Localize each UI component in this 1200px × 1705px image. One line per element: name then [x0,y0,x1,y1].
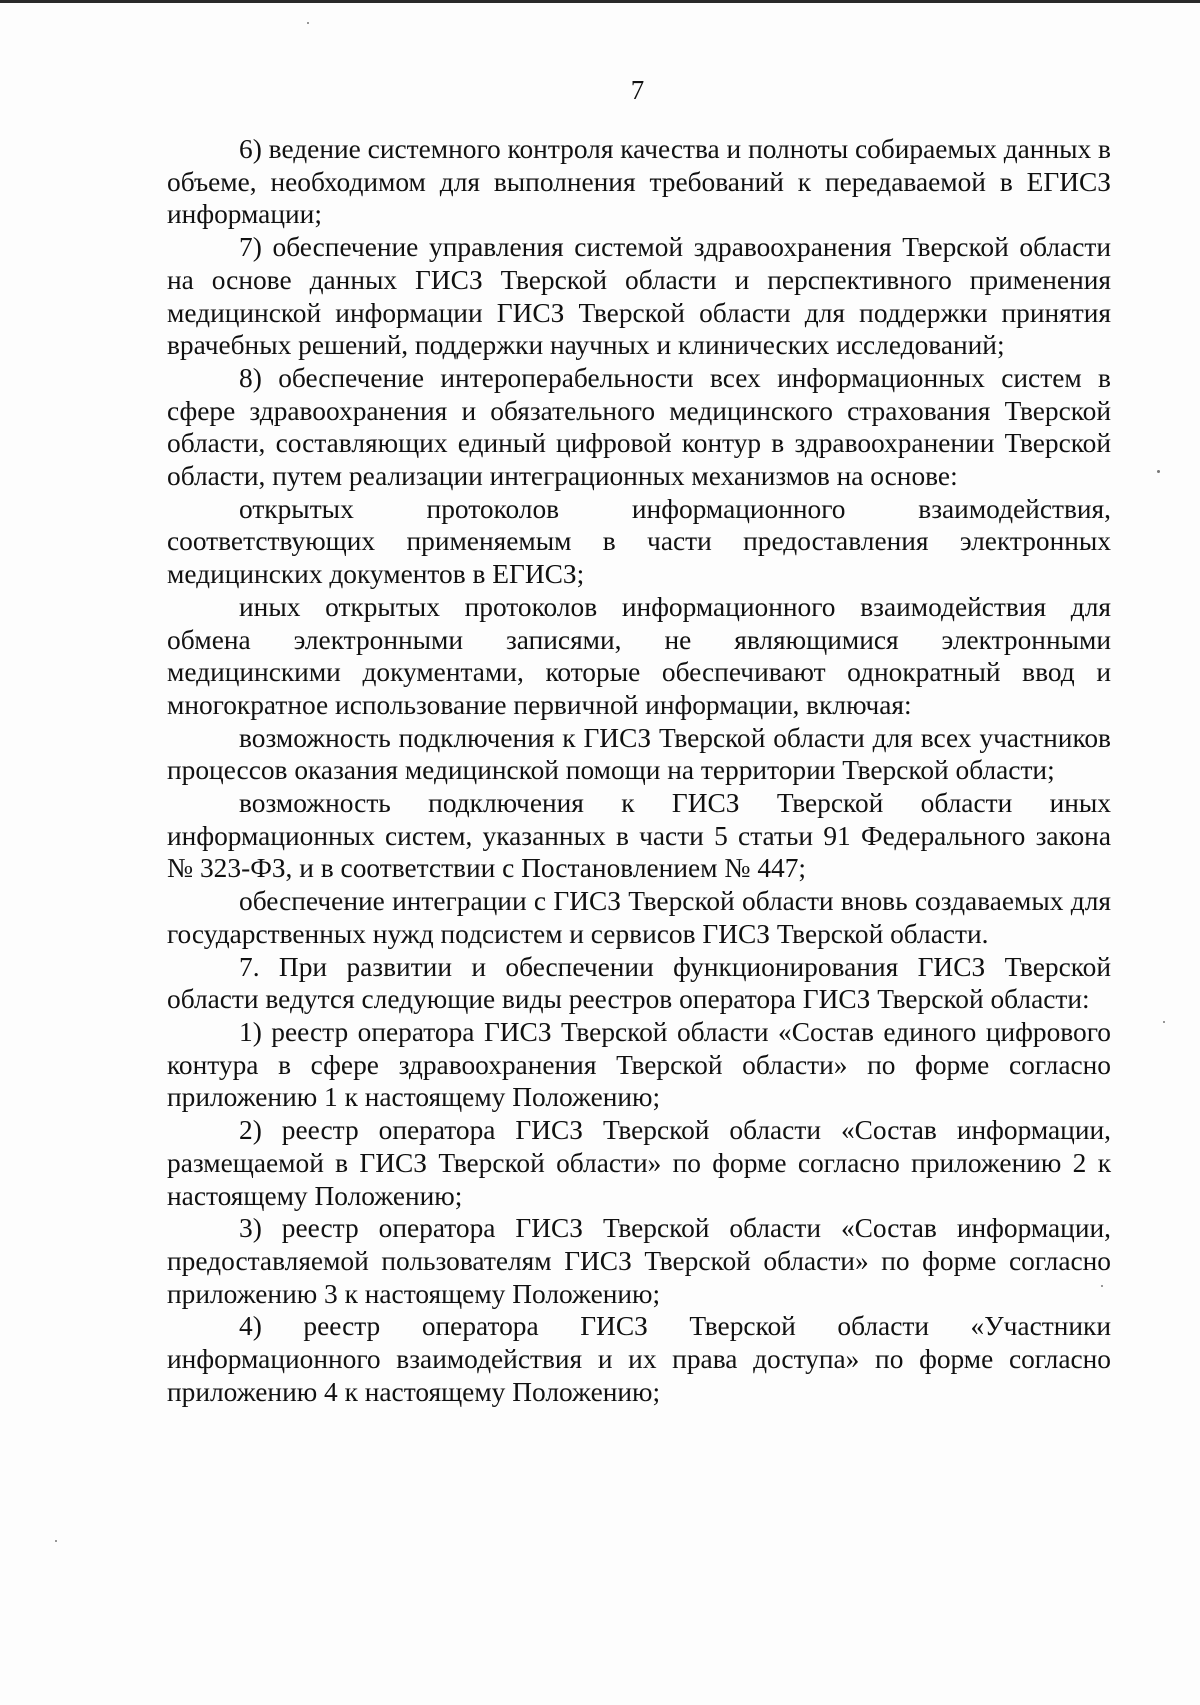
scan-speck [307,22,309,24]
scan-speck [1163,1021,1165,1023]
scan-speck [1157,470,1160,473]
paragraph-item-8: 8) обеспечение интероперабельности всех информационных систем в сфере здравоохранения и обязательного медицинского страхования Тверской области, составляющих единый цифровой контур в здравоохранении Тверской области, путем реализации интеграционных механизмов на основе: [167,362,1111,492]
paragraph-registry-1: 1) реестр оператора ГИСЗ Тверской области «Состав единого цифрового контура в сфере здравоохранения Тверской области» по форме согласно приложению 1 к настоящему Положению; [167,1016,1111,1113]
paragraph-open-protocols: открытых протоколов информационного взаимодействия, соответствующих применяемым в части предоставления электронных медицинских документов в ЕГИСЗ; [167,493,1111,590]
paragraph-connection-systems: возможность подключения к ГИСЗ Тверской области иных информационных систем, указанных в части 5 статьи 91 Федерального закона № 323-ФЗ, и в соответствии с Постановлением № 447; [167,788,1111,884]
paragraph-item-7: 7) обеспечение управления системой здравоохранения Тверской области на основе данных ГИСЗ Тверской области и перспективного применения медицинской информации ГИСЗ Тверской области для поддержки принятия врачебных решений, поддержки научных и клинических исследований; [167,232,1111,361]
scan-top-edge [0,0,1200,3]
paragraph-registry-3: 3) реестр оператора ГИСЗ Тверской области «Состав информации, предоставляемой пользователям ГИСЗ Тверской области» по форме согласно приложению 3 к настоящему Положению; [167,1213,1111,1309]
scan-speck [55,1540,57,1542]
paragraph-registry-4: 4) реестр оператора ГИСЗ Тверской области «Участники информационного взаимодействия и их права доступа» по форме согласно приложению 4 к настоящему Положению; [167,1311,1111,1407]
paragraph-connection-participants: возможность подключения к ГИСЗ Тверской области для всех участников процессов оказания медицинской помощи на территории Тверской области; [167,722,1111,786]
paragraph-section-7: 7. При развитии и обеспечении функционирования ГИСЗ Тверской области ведутся следующие виды реестров оператора ГИСЗ Тверской области: [167,951,1111,1015]
paragraph-item-6: 6) ведение системного контроля качества и полноты собираемых данных в объеме, необходимом для выполнения требований к передаваемой в ЕГИСЗ информации; [167,134,1111,230]
paragraph-other-protocols: иных открытых протоколов информационного взаимодействия для обмена электронными записями, не являющимися электронными медицинскими документами, которые обеспечивают однократный ввод и многократное использование первичной информации, включая: [167,591,1111,720]
scan-speck [1101,1285,1103,1287]
paragraph-registry-2: 2) реестр оператора ГИСЗ Тверской области «Состав информации, размещаемой в ГИСЗ Тверской области» по форме согласно приложению 2 к настоящему Положению; [167,1115,1111,1211]
paragraph-integration: обеспечение интеграции с ГИСЗ Тверской области вновь создаваемых для государственных нужд подсистем и сервисов ГИСЗ Тверской области. [167,886,1111,949]
page-number: 7 [630,75,645,105]
document-body [167,133,1111,1408]
